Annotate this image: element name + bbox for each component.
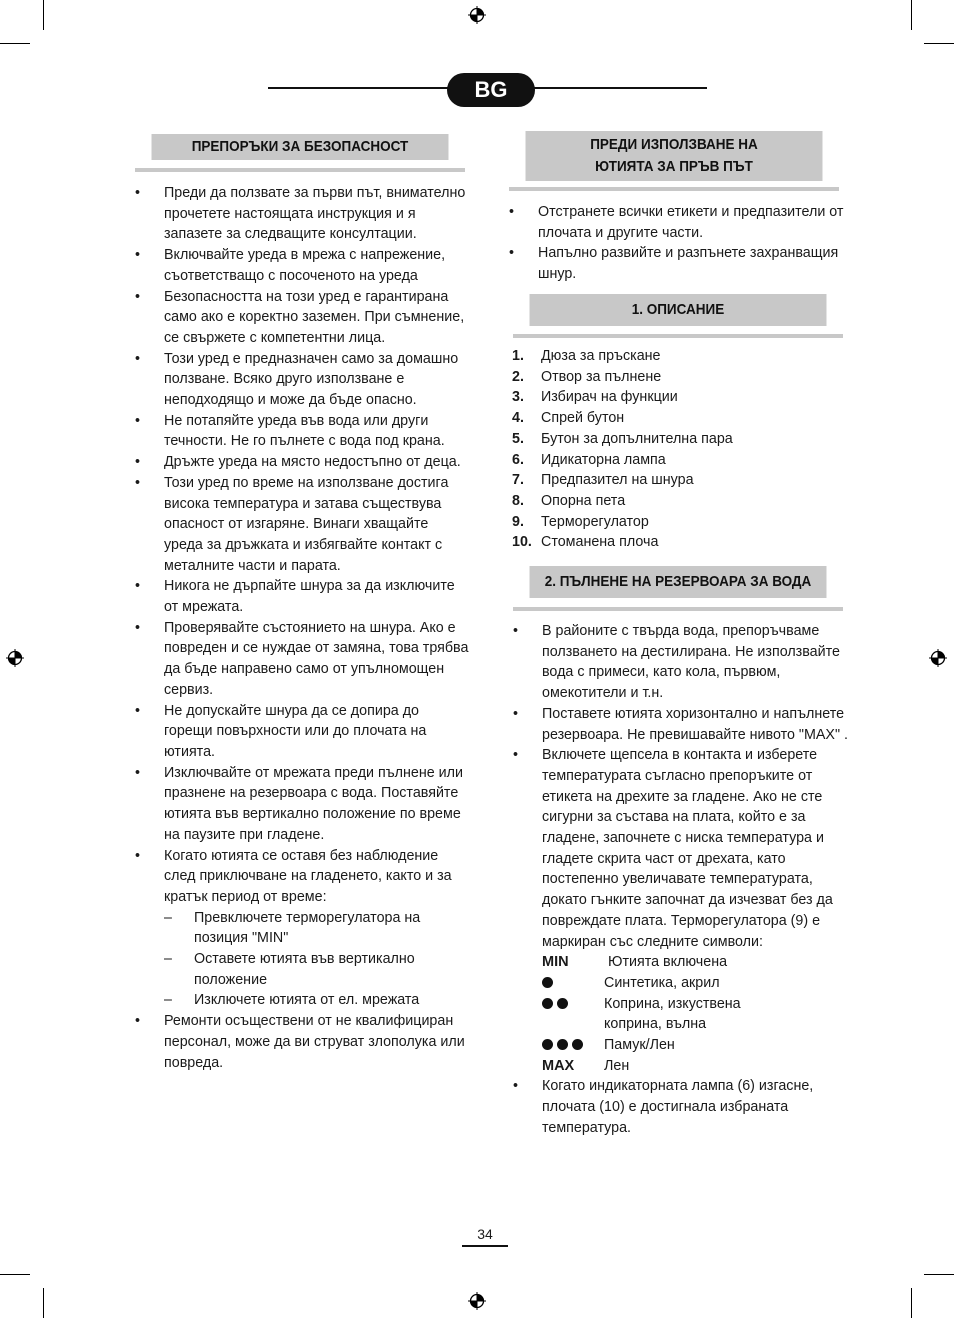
symbol-row-three-dots: Памук/Лен bbox=[542, 1035, 848, 1056]
list-item: • Включвайте уреда в мрежа с напрежение, съответстващо с посоченото на уреда bbox=[135, 247, 446, 284]
first-use-list bbox=[509, 202, 849, 285]
symbol-row-min: MIN Ютията включена bbox=[542, 952, 848, 973]
safety-heading-rule bbox=[135, 168, 465, 172]
list-item: 10. Стоманена плоча bbox=[512, 534, 659, 551]
symbol-row-max: MAX Лен bbox=[542, 1056, 848, 1077]
list-item: • Отстранете всички етикети и предпазители от плочата и другите части. bbox=[509, 204, 844, 241]
two-dots-icon bbox=[542, 994, 572, 1015]
max-symbol: MAX bbox=[542, 1057, 575, 1074]
symbol-row-two-dots: Коприна, изкуствена bbox=[542, 994, 848, 1015]
fill-tank-heading-text: 2. ПЪЛНЕНЕ НА РЕЗЕРВОАРА ЗА ВОДА bbox=[544, 573, 812, 590]
list-item: • Не потапяйте уреда във вода или други течности. Не го пълнете с вода под крана. bbox=[135, 412, 445, 450]
registration-mark-icon bbox=[6, 649, 24, 667]
list-item: • Ремонти осъществени от не квалифициран персонал, може да ви струват злополука или повреда. bbox=[135, 1013, 465, 1071]
registration-mark-icon bbox=[929, 649, 947, 667]
badge-rule-right bbox=[525, 87, 707, 89]
first-use-heading-line-2: ЮТИЯТА ЗА ПРЪВ ПЪТ bbox=[595, 158, 753, 175]
fill-tank-heading bbox=[530, 566, 827, 598]
first-use-heading bbox=[526, 131, 823, 181]
list-item: • Никога не дърпайте шнура за да изключите от мрежата. bbox=[135, 578, 455, 616]
description-heading-rule bbox=[513, 334, 843, 338]
three-dots-icon bbox=[542, 1035, 587, 1056]
page-number: 34 bbox=[477, 1226, 493, 1242]
safety-heading-text: ПРЕПОРЪКИ ЗА БЕЗОПАСНОСТ bbox=[191, 138, 409, 155]
sub-list bbox=[164, 908, 470, 1012]
min-symbol: MIN bbox=[542, 954, 569, 971]
list-item: • Този уред е предназначен само за домашно ползване. Всяко друго използване е неподходящо и може да бъде опасно. bbox=[135, 350, 459, 409]
language-badge: BG bbox=[447, 73, 535, 107]
list-item: • Безопасността на този уред е гарантирана само ако е коректно заземен. При съмнение, се свържете с компетентни лица. bbox=[135, 288, 465, 346]
fill-tank-heading-rule bbox=[513, 607, 843, 611]
crop-mark bbox=[43, 0, 44, 30]
list-item: • Поставете ютията хоризонтално и напълнете резервоара. Не превишавайте нивото "MAX" . bbox=[513, 705, 848, 743]
list-item: • Не допускайте шнура да се допира до горещи повърхности или до плочата на ютията. bbox=[135, 702, 427, 760]
badge-rule-left bbox=[268, 87, 458, 89]
crop-mark bbox=[0, 43, 30, 44]
crop-mark bbox=[911, 0, 912, 30]
fill-tank-list bbox=[513, 621, 848, 1138]
list-item: 4. Спрей бутон bbox=[512, 410, 625, 427]
crop-mark bbox=[911, 1288, 912, 1318]
list-item: 8. Опорна пета bbox=[512, 492, 626, 509]
list-item: • Преди да ползвате за първи път, внимателно прочетете настоящата инструкция и я запазете за следващите консултации. bbox=[135, 185, 466, 243]
temperature-symbols bbox=[542, 952, 848, 1076]
list-item: 2. Отвор за пълнене bbox=[512, 368, 662, 385]
description-heading bbox=[530, 294, 827, 326]
description-heading-text: 1. ОПИСАНИЕ bbox=[631, 301, 725, 318]
list-item: • Изключвайте от мрежата преди пълнене или празнене на резервоара с вода. Поставяйте ютията във вертикално положение по време на паузите при гладене. bbox=[135, 764, 463, 843]
crop-mark bbox=[924, 43, 954, 44]
list-item: 9. Терморегулатор bbox=[512, 513, 649, 530]
safety-heading bbox=[152, 134, 449, 160]
list-item: 1. Дюза за пръскане bbox=[512, 348, 661, 364]
list-item: 6. Идикаторна лампа bbox=[512, 451, 666, 468]
list-item: • Когато индикаторната лампа (6) изгасне, плочата (10) е достигнала избраната температура. bbox=[513, 1078, 814, 1136]
list-item: • Този уред по време на използване достига висока температура и затава съществува опасност от изгаряне. Винаги хващайте уреда за дръжката и избягвайте контакт с металните части и парата. bbox=[135, 474, 449, 574]
first-use-heading-rule bbox=[509, 187, 839, 191]
list-item: • Включете щепсела в контакта и изберете температурата съгласно препоръките от етикета на дрехите за гладене. Ако не сте сигурни за състава на плата, който е за гладене, започнете с ниска температура и гладете скрита част от дрехата, като постепенно увеличавате температурата, докато гънките започнат да изчезват без да повреждате плата. Терморегулатора (9) е маркиран със следните символи: MIN Ютията включена Синтетика, акрил Коприна, изкуствена коприна, вълна Памук/Лен MAX Лен bbox=[513, 745, 848, 1076]
sub-list-item: – Превключете терморегулатора на позиция "MIN" bbox=[164, 909, 421, 947]
symbol-row-one-dot: Синтетика, акрил bbox=[542, 973, 848, 994]
page-number-rule bbox=[462, 1245, 508, 1247]
list-item: • Напълно развийте и разпънете захранващия шнур. bbox=[509, 245, 839, 283]
sub-list-item: – Изключете ютията от ел. мрежата bbox=[164, 992, 420, 1009]
list-item: 7. Предпазител на шнура bbox=[512, 472, 694, 489]
list-item: • Дръжте уреда на място недостъпно от деца. bbox=[135, 454, 461, 471]
crop-mark bbox=[0, 1274, 30, 1275]
list-item: 5. Бутон за допълнителна пара bbox=[512, 430, 733, 447]
crop-mark bbox=[43, 1288, 44, 1318]
list-item: • В районите с твърда вода, препоръчваме ползването на дестилирана. Не използвайте вода с примеси, като кола, първюм, омекотители и т.н. bbox=[513, 623, 840, 702]
sub-list-item: – Оставете ютията във вертикално положение bbox=[164, 951, 415, 988]
safety-list bbox=[135, 183, 470, 1073]
crop-mark bbox=[924, 1274, 954, 1275]
parts-list bbox=[512, 346, 842, 553]
one-dot-icon bbox=[542, 973, 557, 994]
first-use-heading-line-1: ПРЕДИ ИЗПОЛЗВАНЕ НА bbox=[590, 136, 758, 153]
registration-mark-icon bbox=[468, 6, 486, 24]
registration-mark-icon bbox=[468, 1292, 486, 1310]
list-item: • Проверявайте състоянието на шнура. Ако е повреден и се нуждае от замяна, това трябва да бъде направено само от упълномощен сервиз. bbox=[135, 619, 469, 698]
symbol-row-two-dots-cont: коприна, вълна bbox=[604, 1016, 707, 1033]
list-item: • Когато ютията се оставя без наблюдение след приключване на гладенето, както и за кратък период от време: – Превключете терморегулатора на позиция "MIN" – Оставете ютията във вертикално положение – Изключете ютията от ел. мрежата bbox=[135, 846, 470, 1012]
list-item: 3. Избирач на функции bbox=[512, 389, 678, 406]
